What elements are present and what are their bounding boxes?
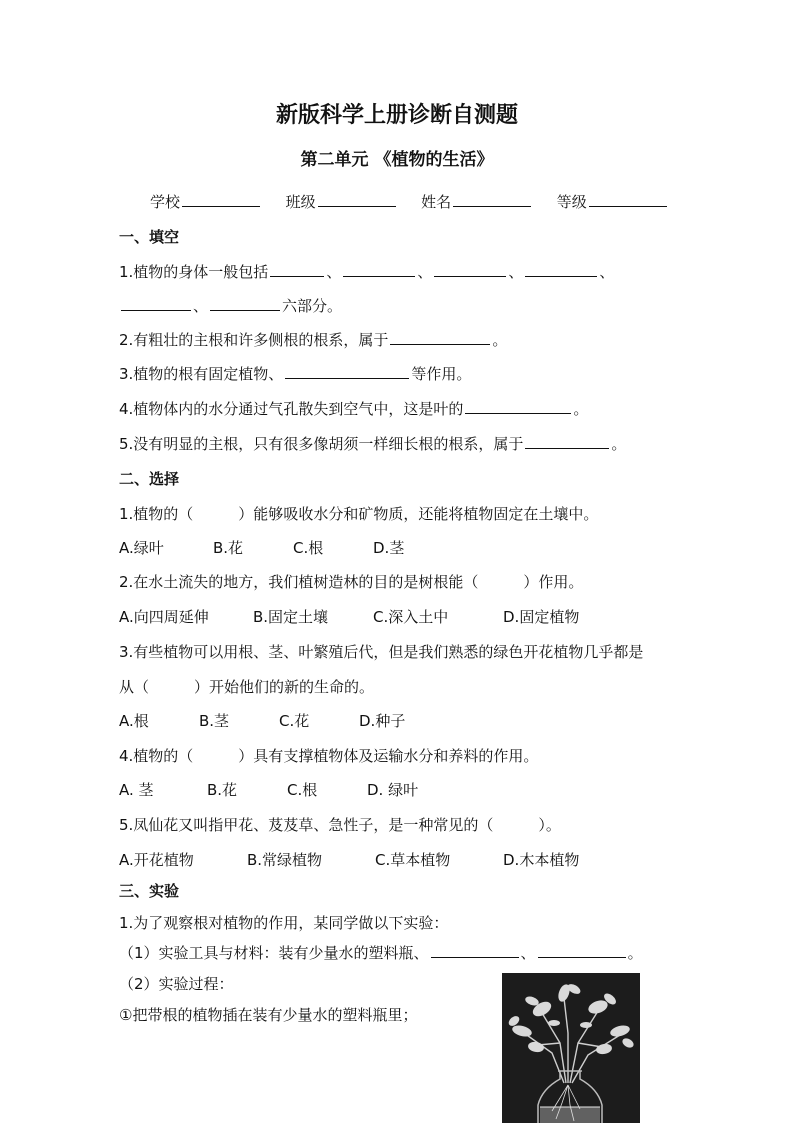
question-text-end: 。 xyxy=(573,400,589,418)
grade-field[interactable] xyxy=(589,192,667,207)
school-label: 学校 xyxy=(150,193,181,211)
option-a[interactable]: A.开花植物 xyxy=(119,851,194,869)
experiment-materials xyxy=(119,943,643,963)
separator: 、 xyxy=(417,263,433,281)
option-d[interactable]: D. 绿叶 xyxy=(367,781,419,799)
question-text: 3.植物的根有固定植物、 xyxy=(119,365,284,383)
option-b[interactable]: B.花 xyxy=(213,539,244,557)
fill-question-1 xyxy=(119,262,614,282)
plant-in-bottle-photo xyxy=(502,973,640,1123)
question-text: 5.没有明显的主根，只有很多像胡须一样细长根的根系，属于 xyxy=(119,435,524,453)
page-subtitle: 第二单元 《植物的生活》 xyxy=(300,150,494,170)
question-text-end: 。 xyxy=(492,331,508,349)
option-c[interactable]: C.深入土中 xyxy=(373,608,449,626)
answer-blank[interactable] xyxy=(210,296,280,311)
answer-blank[interactable] xyxy=(270,262,324,277)
grade-label: 等级 xyxy=(556,193,587,211)
separator: 、 xyxy=(193,297,209,315)
option-b[interactable]: B.花 xyxy=(207,781,238,799)
section-heading-fill: 一、填空 xyxy=(119,228,180,246)
fill-question-3 xyxy=(119,364,471,384)
answer-blank[interactable] xyxy=(465,399,571,414)
answer-blank[interactable] xyxy=(121,296,191,311)
option-d[interactable]: D.木本植物 xyxy=(503,851,580,869)
class-label: 班级 xyxy=(285,193,316,211)
plant-in-bottle-image xyxy=(502,973,640,1123)
option-a[interactable]: A.绿叶 xyxy=(119,539,164,557)
option-b[interactable]: B.固定土壤 xyxy=(253,608,329,626)
option-d[interactable]: D.种子 xyxy=(359,712,406,730)
answer-blank[interactable] xyxy=(434,262,506,277)
section-heading-experiment: 三、实验 xyxy=(119,882,180,900)
page-title: 新版科学上册诊断自测题 xyxy=(275,103,518,128)
answer-blank[interactable] xyxy=(390,330,490,345)
choice-options-4 xyxy=(119,780,418,800)
separator: 、 xyxy=(599,263,615,281)
question-text-end: 。 xyxy=(611,435,627,453)
choice-options-2 xyxy=(119,607,579,627)
experiment-question-1: 1.为了观察根对植物的作用，某同学做以下实验： xyxy=(119,914,449,932)
option-a[interactable]: A. 茎 xyxy=(119,781,154,799)
option-c[interactable]: C.花 xyxy=(279,712,310,730)
option-c[interactable]: C.根 xyxy=(287,781,318,799)
choice-question-1: 1.植物的（ ）能够吸收水分和矿物质，还能将植物固定在土壤中。 xyxy=(119,505,599,523)
choice-options-3 xyxy=(119,711,405,731)
question-text-end: 等作用。 xyxy=(411,365,472,383)
option-d[interactable]: D.茎 xyxy=(373,539,405,557)
option-a[interactable]: A.向四周延伸 xyxy=(119,608,209,626)
answer-blank[interactable] xyxy=(525,262,597,277)
choice-question-3: 3.有些植物可以用根、茎、叶繁殖后代，但是我们熟悉的绿色开花植物几乎都是 xyxy=(119,643,644,661)
experiment-step-1: ①把带根的植物插在装有少量水的塑料瓶里； xyxy=(119,1006,418,1024)
choice-question-2: 2.在水土流失的地方，我们植树造林的目的是树根能（ ）作用。 xyxy=(119,573,584,591)
option-c[interactable]: C.草本植物 xyxy=(375,851,451,869)
section-heading-choice: 二、选择 xyxy=(119,470,180,488)
answer-blank[interactable] xyxy=(431,943,519,958)
answer-blank[interactable] xyxy=(343,262,415,277)
option-b[interactable]: B.茎 xyxy=(199,712,230,730)
choice-options-1 xyxy=(119,538,404,558)
fill-question-4 xyxy=(119,399,588,419)
separator: 、 xyxy=(520,944,536,962)
question-text: 4.植物体内的水分通过气孔散失到空气中，这是叶的 xyxy=(119,400,464,418)
school-field[interactable] xyxy=(182,192,260,207)
answer-blank[interactable] xyxy=(285,364,409,379)
fill-question-2 xyxy=(119,330,507,350)
name-label: 姓名 xyxy=(421,193,452,211)
choice-options-5 xyxy=(119,850,579,870)
question-text: 2.有粗壮的主根和许多侧根的根系，属于 xyxy=(119,331,389,349)
question-text: 1.植物的身体一般包括 xyxy=(119,263,269,281)
fill-question-1-cont xyxy=(119,296,342,316)
option-b[interactable]: B.常绿植物 xyxy=(247,851,323,869)
question-text-end: 六部分。 xyxy=(282,297,343,315)
fill-question-5 xyxy=(119,434,626,454)
separator: 、 xyxy=(326,263,342,281)
option-d[interactable]: D.固定植物 xyxy=(503,608,580,626)
student-info-row xyxy=(150,192,669,212)
choice-question-3-cont: 从（ ）开始他们的新的生命的。 xyxy=(119,678,375,696)
answer-blank[interactable] xyxy=(525,434,609,449)
materials-text: （1）实验工具与材料：装有少量水的塑料瓶、 xyxy=(119,944,429,962)
materials-end: 。 xyxy=(627,944,643,962)
option-c[interactable]: C.根 xyxy=(293,539,324,557)
answer-blank[interactable] xyxy=(538,943,626,958)
choice-question-5: 5.凤仙花又叫指甲花、芨芨草、急性子，是一种常见的（ ）。 xyxy=(119,816,561,834)
experiment-process: （2）实验过程： xyxy=(119,975,234,993)
separator: 、 xyxy=(508,263,524,281)
class-field[interactable] xyxy=(318,192,396,207)
name-field[interactable] xyxy=(453,192,531,207)
choice-question-4: 4.植物的（ ）具有支撑植物体及运输水分和养料的作用。 xyxy=(119,747,539,765)
option-a[interactable]: A.根 xyxy=(119,712,149,730)
